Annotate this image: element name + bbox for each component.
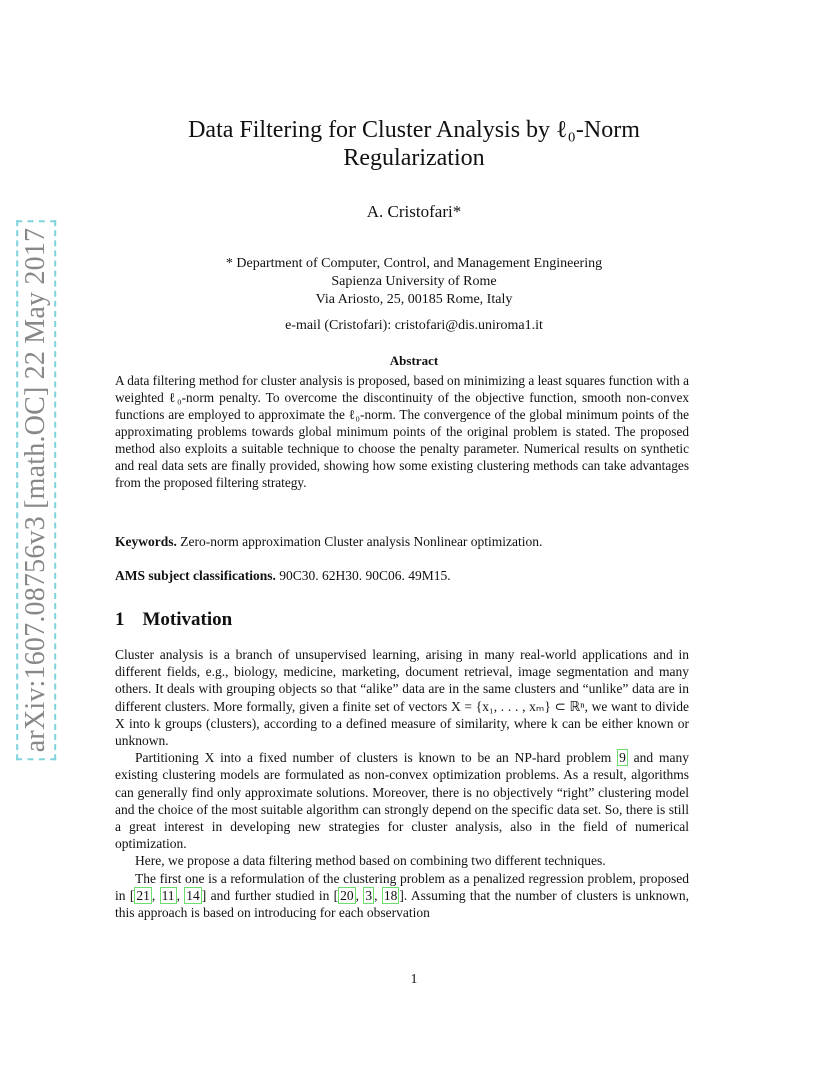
paragraph-3: Here, we propose a data filtering method based on combining two different techniques.	[135, 853, 606, 869]
affiliation-line-1: * Department of Computer, Control, and Management Engineering	[225, 256, 603, 271]
citation-link[interactable]: 14	[186, 887, 200, 903]
ams-text: 90C30. 62H30. 90C06. 49M15.	[279, 568, 451, 583]
title-line-1: Data Filtering for Cluster Analysis by ℓ₀-Norm	[188, 117, 640, 143]
arxiv-stamp: arXiv:1607.08756v3 [math.OC] 22 May 2017	[16, 220, 56, 760]
author: A. Cristofari*	[366, 202, 462, 221]
paragraph-4-text-b: ] and further studied in [	[201, 887, 339, 903]
ams-label: AMS subject classifications.	[115, 568, 276, 583]
page-number: 1	[410, 971, 418, 986]
body-text	[115, 646, 689, 921]
paragraph-2-text-b: and many existing clustering models are formulated as non-convex optimization problems. As a result, algorithms can generally find only approximate solutions. Moreover, there is no objectively “right” clustering model and the choice of the most suitable algorithm can strongly depend on the specific data set. So, there is still a great interest in developing new strategies for cluster analysis, also in the field of numerical optimization.	[115, 750, 689, 852]
paragraph-4-text-c: ]. Assuming that the number of clusters is unknown, this approach is based on introducing for each observation	[115, 887, 690, 921]
section-heading	[115, 609, 232, 631]
section-number: 1	[115, 609, 125, 630]
ams-classification	[115, 568, 451, 584]
citation-link[interactable]: 9	[619, 750, 626, 766]
affiliation-line-3: Via Ariosto, 25, 00185 Rome, Italy	[315, 292, 513, 307]
section-title: Motivation	[142, 609, 233, 630]
citation-link[interactable]: 20	[340, 887, 354, 903]
affiliation	[0, 255, 828, 309]
abstract-text: A data filtering method for cluster analysis is proposed, based on minimizing a least squares function with a weighted ℓ₀-norm penalty. To overcome the discontinuity of the objective function, smooth non-convex functions are employed to approximate the ℓ₀-norm. The convergence of the global minimum points of the approximating problems towards global minimum points of the original problem is stated. The proposed method also exploits a suitable technique to choose the penalty parameter. Numerical results on synthetic and real data sets are finally provided, showing how some existing clustering methods can take advantages from the proposed filtering strategy.	[115, 373, 689, 490]
keywords-label: Keywords.	[115, 534, 177, 549]
citation-link[interactable]: 21	[136, 887, 150, 903]
citation-link[interactable]: 3	[365, 887, 373, 903]
citation-link[interactable]: 11	[161, 887, 175, 903]
paper-title	[0, 116, 828, 172]
paragraph-2	[115, 749, 689, 852]
title-line-2: Regularization	[343, 145, 485, 171]
citation-link[interactable]: 18	[383, 887, 398, 903]
abstract-heading: Abstract	[389, 353, 439, 368]
keywords-text: Zero-norm approximation Cluster analysis Nonlinear optimization.	[180, 534, 543, 549]
keywords	[115, 534, 542, 550]
paragraph-2-text-a: Partitioning X into a fixed number of clusters is known to be an NP-hard problem	[135, 750, 618, 766]
paragraph-4-text-a: The first one is a reformulation of the clustering problem as a penalized regression problem, proposed in [	[115, 870, 689, 903]
paragraph-4: The first one is a reformulation of the clustering problem as a penalized regression problem, proposed in [ 21 , 11 , 14 ] and further studied in [ 20 , 3 , 18 ]. Assuming that the number of clusters is unknown, this approach is based on introducing for each observation	[115, 870, 690, 921]
email: e-mail (Cristofari): cristofari@dis.uniroma1.it	[285, 318, 543, 333]
paragraph-1: Cluster analysis is a branch of unsupervised learning, arising in many real-world applications and in different fields, e.g., biology, medicine, marketing, document retrieval, image segmentation and many others. It deals with grouping objects so that “alike” data are in the same clusters and “unlike” data are in different clusters. More formally, given a finite set of vectors X = {x₁, . . . , xₘ} ⊂ ℝⁿ, we want to divide X into k groups (clusters), according to a defined measure of similarity, where k can be either known or unknown.	[115, 647, 689, 749]
affiliation-line-2: Sapienza University of Rome	[331, 274, 497, 289]
